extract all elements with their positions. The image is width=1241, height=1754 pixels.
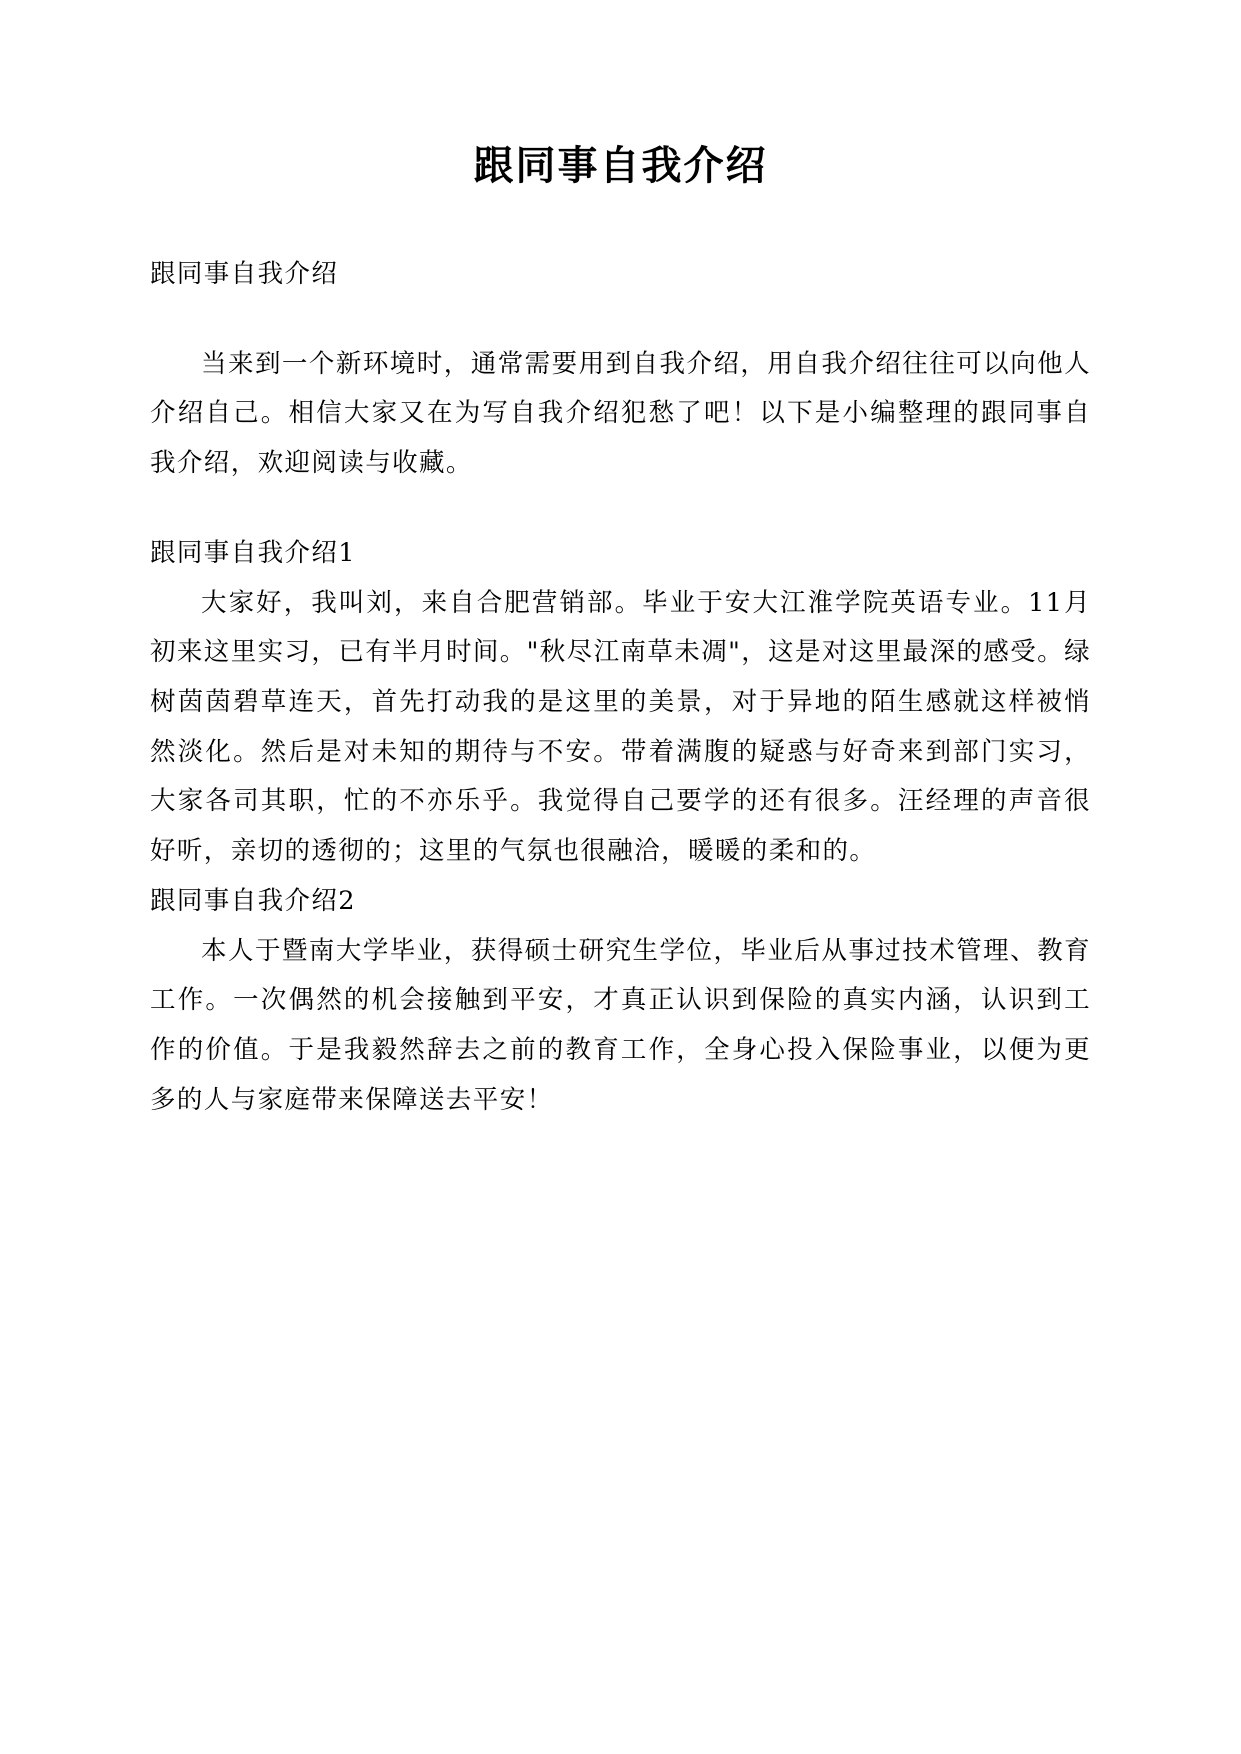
section-heading-2: 跟同事自我介绍2 [150,885,356,916]
section-body-2: 本人于暨南大学毕业，获得硕士研究生学位，毕业后从事过技术管理、教育工作。一次偶然的机会接触到平安，才真正认识到保险的真实内涵，认识到工作的价值。于是我毅然辞去之前的教育工作，全身心投入保险事业，以便为更多的人与家庭带来保障送去平安！ [150,935,1091,1115]
spacer [150,194,1091,250]
section-body-1: 大家好，我叫刘，来自合肥营销部。毕业于安大江淮学院英语专业。11月初来这里实习，已有半月时间。"秋尽江南草未凋"，这是对这里最深的感受。绿树茵茵碧草连天，首先打动我的是这里的美景，对于异地的陌生感就这样被悄然淡化。然后是对未知的期待与不安。带着满腹的疑惑与好奇来到部门实习，大家各司其职，忙的不亦乐乎。我觉得自己要学的还有很多。汪经理的声音很好听，亲切的透彻的；这里的气氛也很融洽，暖暖的柔和的。 [150,587,1091,867]
spacer [150,300,1091,340]
page-title: 跟同事自我介绍 [473,142,768,189]
section-heading-1: 跟同事自我介绍1 [150,537,356,568]
spacer [150,489,1091,529]
intro-paragraph: 当来到一个新环境时，通常需要用到自我介绍，用自我介绍往往可以向他人介绍自己。相信大家又在为写自我介绍犯愁了吧！以下是小编整理的跟同事自我介绍，欢迎阅读与收藏。 [150,348,1091,479]
document-subtitle: 跟同事自我介绍 [150,259,339,289]
